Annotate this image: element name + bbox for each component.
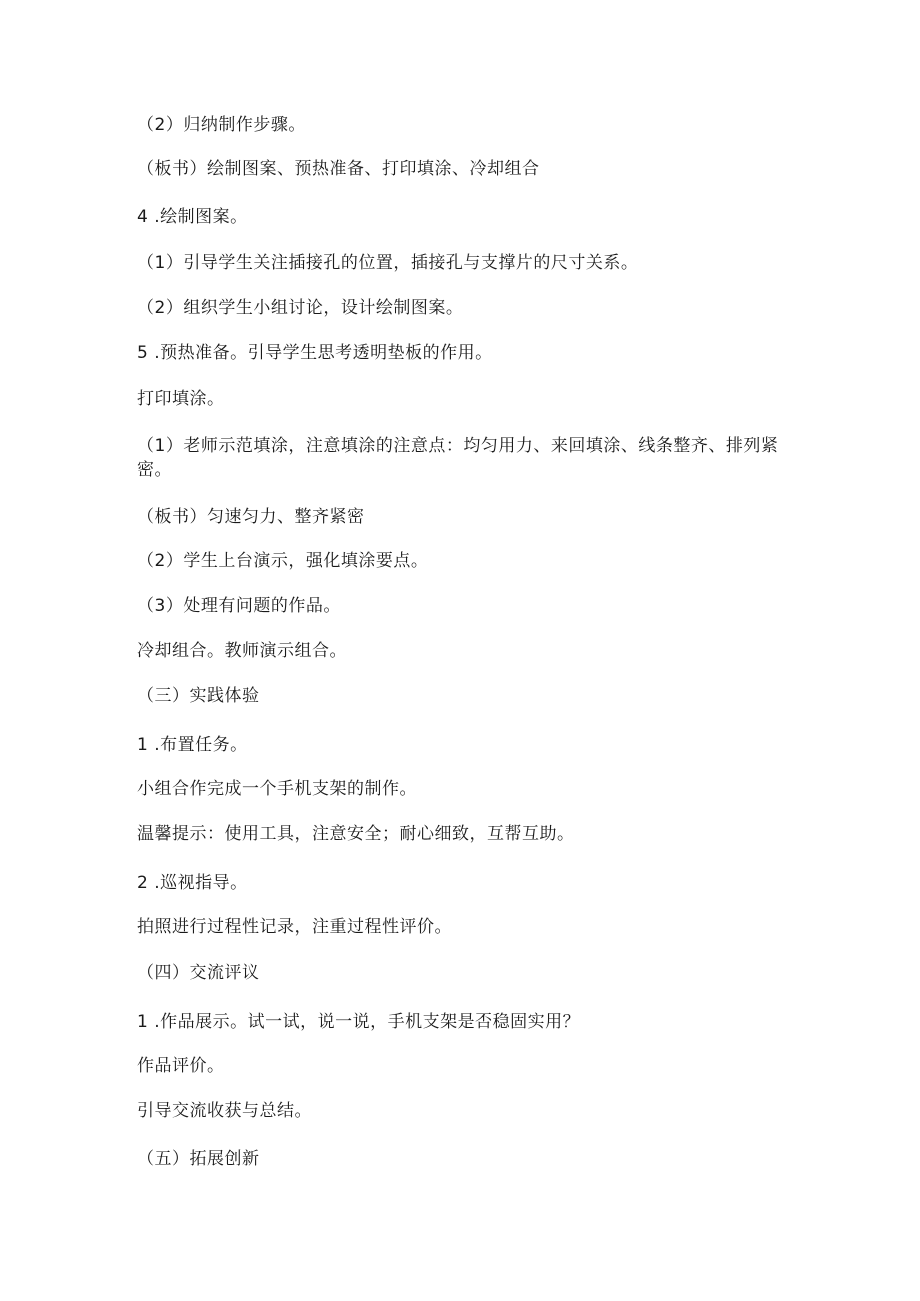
heading-exchange: （四）交流评议 xyxy=(137,963,260,983)
heading-extension: （五）拓展创新 xyxy=(137,1149,260,1169)
paragraph-group-discussion: （2）组织学生小组讨论，设计绘制图案。 xyxy=(137,298,464,318)
paragraph-cool-assemble: 冷却组合。教师演示组合。 xyxy=(137,641,347,661)
paragraph-group-make: 小组合作完成一个手机支架的制作。 xyxy=(137,779,417,799)
paragraph-evaluate: 作品评价。 xyxy=(137,1056,225,1076)
paragraph-print-fill: 打印填涂。 xyxy=(137,389,225,409)
heading-practice: （三）实践体验 xyxy=(137,686,260,706)
paragraph-draw-pattern: 4 .绘制图案。 xyxy=(137,207,248,227)
paragraph-photo-record: 拍照进行过程性记录，注重过程性评价。 xyxy=(137,917,452,937)
paragraph-show-works: 1 .作品展示。试一试，说一说，手机支架是否稳固实用？ xyxy=(137,1012,581,1032)
paragraph-fix-works: （3）处理有问题的作品。 xyxy=(137,596,341,616)
paragraph-board-steps: （板书）绘制图案、预热准备、打印填涂、冷却组合 xyxy=(137,159,540,179)
paragraph-patrol-guide: 2 .巡视指导。 xyxy=(137,873,248,893)
paragraph-preheat: 5 .预热准备。引导学生思考透明垫板的作用。 xyxy=(137,343,493,363)
paragraph-assign-task: 1 .布置任务。 xyxy=(137,735,248,755)
paragraph-summarize-steps: （2）归纳制作步骤。 xyxy=(137,115,306,135)
paragraph-safety-tip: 温馨提示：使用工具，注意安全；耐心细致，互帮互助。 xyxy=(137,824,575,844)
paragraph-student-demo: （2）学生上台演示，强化填涂要点。 xyxy=(137,551,429,571)
paragraph-board-fill: （板书）匀速匀力、整齐紧密 xyxy=(137,507,365,527)
paragraph-summary: 引导交流收获与总结。 xyxy=(137,1101,312,1121)
paragraph-teacher-demo: （1）老师示范填涂，注意填涂的注意点：均匀用力、来回填涂、线条整齐、排列紧密。 xyxy=(137,436,779,480)
paragraph-guide-holes: （1）引导学生关注插接孔的位置，插接孔与支撑片的尺寸关系。 xyxy=(137,253,639,273)
